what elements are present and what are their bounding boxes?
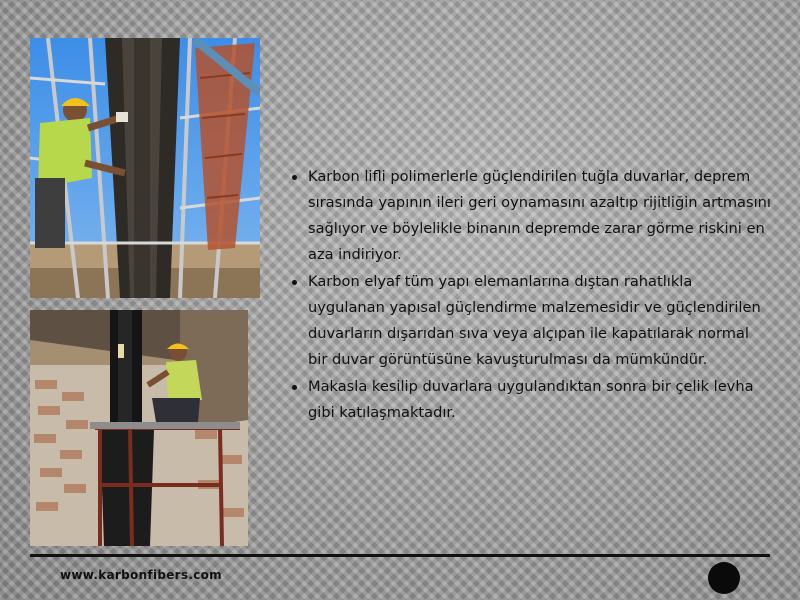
footer-divider: [30, 554, 770, 557]
brick-wall-worker-photo: [30, 310, 248, 546]
bullet-list-container: [286, 164, 772, 427]
footer-circle-icon: [708, 562, 740, 594]
bullet-item: Karbon lifli polimerlerle güçlendirilen tuğla duvarlar, deprem sırasında yapının ileri geri oynamasını azaltıp rijitliğin artmasını sağlıyor ve böylelikle binanın depremde zarar görme riskini en aza indiriyor.: [308, 164, 772, 268]
bullet-list: [286, 164, 772, 426]
bullet-item: Makasla kesilip duvarlara uygulandıktan sonra bir çelik levha gibi katılaşmaktadır.: [308, 374, 772, 426]
scaffold-worker-photo: [30, 38, 260, 298]
footer-website: www.karbonfibers.com: [60, 568, 222, 582]
bullet-item: Karbon elyaf tüm yapı elemanlarına dıştan rahatlıkla uygulanan yapısal güçlendirme malzemesidir ve güçlendirilen duvarların dışarıdan sıva veya alçıpan ile kapatılarak normal bir duvar görüntüsüne kavuşturulması da mümkündür.: [308, 269, 772, 373]
